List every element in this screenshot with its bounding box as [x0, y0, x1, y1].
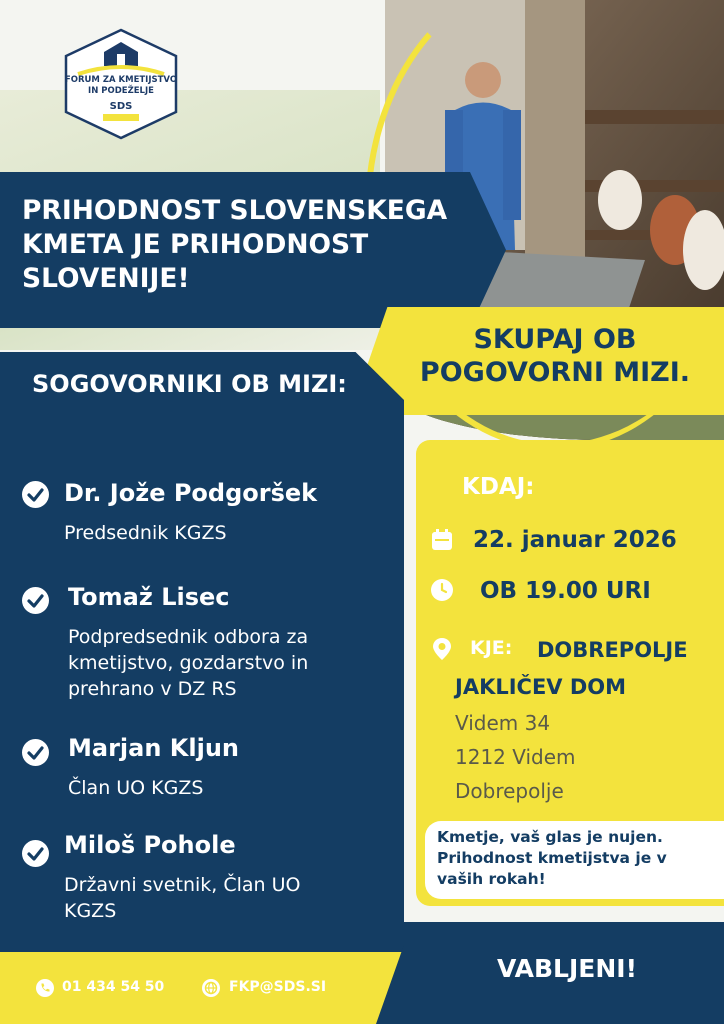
where-label: KJE: [470, 637, 513, 659]
check-icon [22, 587, 49, 614]
speaker-role: Državni svetnik, Član UO KGZS [64, 874, 301, 922]
event-place: DOBREPOLJE [537, 638, 688, 662]
invite-text: VABLJENI! [497, 954, 637, 983]
speaker-role: Podpredsednik odbora za kmetijstvo, gozdarstvo in prehrano v DZ RS [68, 626, 309, 700]
speaker-role: Član UO KGZS [68, 777, 204, 799]
when-label: KDAJ: [462, 474, 535, 500]
speaker-name: Marjan Kljun [68, 734, 239, 762]
speaker-item [22, 733, 392, 803]
logo-title: FORUM ZA KMETIJSTVO IN PODEŽELJE [64, 75, 178, 96]
speaker-name: Miloš Pohole [64, 831, 236, 859]
event-time: OB 19.00 URI [480, 578, 651, 604]
check-icon [22, 481, 49, 508]
globe-icon [202, 979, 220, 997]
speaker-name: Dr. Jože Podgoršek [64, 479, 318, 507]
email-address[interactable]: FKP@SDS.SI [229, 979, 327, 995]
check-icon [22, 840, 49, 867]
headline-block [0, 172, 470, 328]
phone-number[interactable]: 01 434 54 50 [62, 979, 165, 995]
phone-icon [36, 979, 54, 997]
speaker-name: Tomaž Lisec [68, 583, 230, 611]
speaker-item [22, 478, 392, 548]
check-icon [22, 739, 49, 766]
logo-badge: SDS [109, 101, 133, 112]
event-venue: JAKLIČEV DOM [455, 675, 627, 699]
speakers-title: SOGOVORNIKI OB MIZI: [32, 370, 347, 398]
calendar-icon [430, 528, 454, 552]
location-pin-icon [430, 637, 454, 661]
headline-text: PRIHODNOST SLOVENSKEGA KMETA JE PRIHODNOST SLOVENIJE! [22, 195, 448, 294]
address-line: Videm 34 [455, 711, 551, 735]
address-line: 1212 Videm [455, 745, 576, 769]
headline-arrow [470, 172, 506, 328]
speaker-role: Predsednik KGZS [64, 522, 227, 544]
speaker-item [22, 582, 392, 702]
forum-logo [62, 28, 180, 140]
farmer-message: Kmetje, vaš glas je nujen. Prihodnost kmetijstva je v vaših rokah! [425, 821, 724, 899]
banner-text: SKUPAJ OB POGOVORNI MIZI. [419, 324, 691, 388]
clock-icon [430, 578, 454, 602]
speaker-item [22, 830, 392, 930]
event-date: 22. januar 2026 [473, 527, 677, 553]
address-line: Dobrepolje [455, 779, 564, 803]
